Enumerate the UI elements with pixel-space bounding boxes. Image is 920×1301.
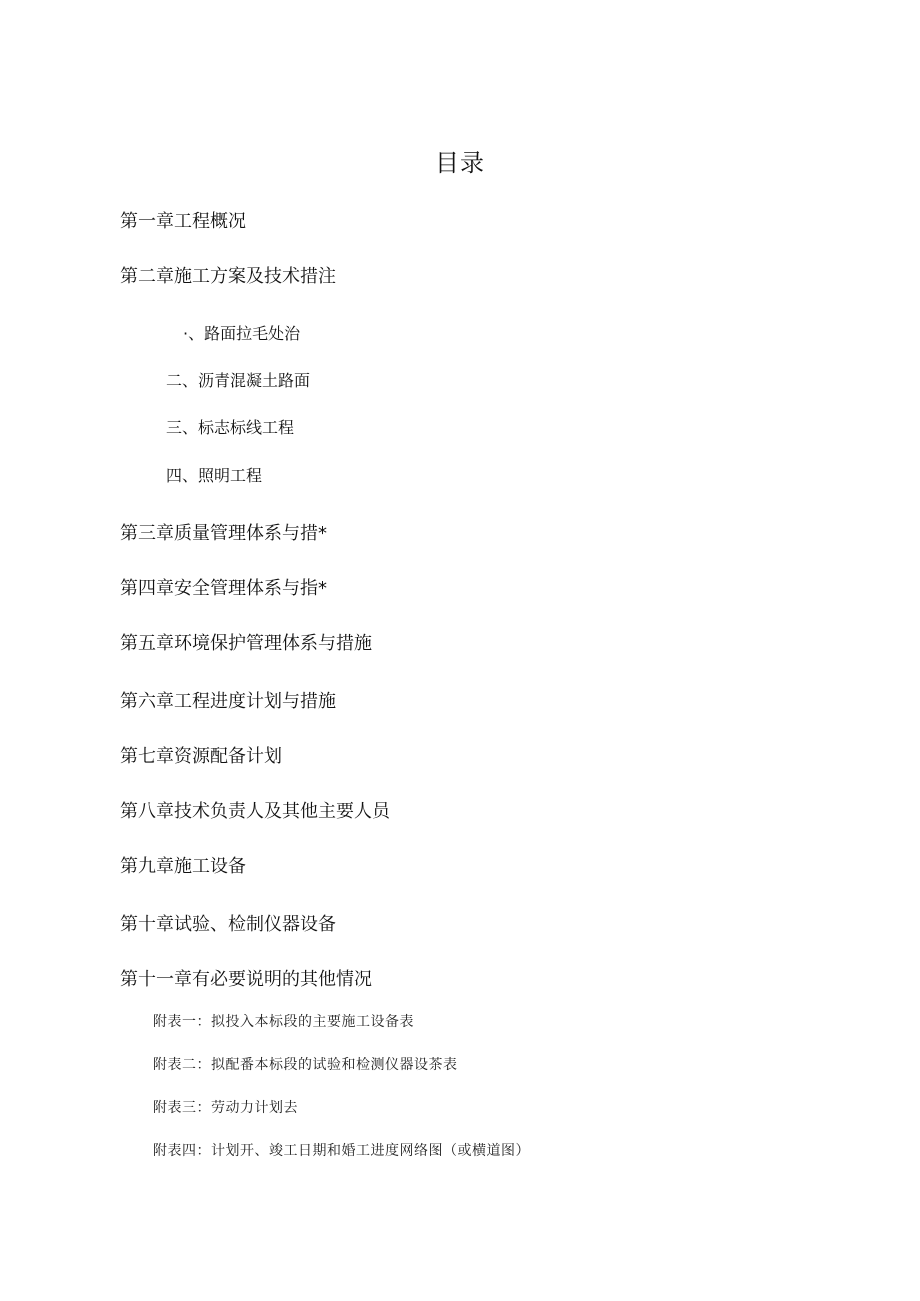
toc-chapter-4[interactable]: 第四章安全管理体系与指* [120,578,327,599]
toc-chapter-7[interactable]: 第七章资源配备计划 [120,746,282,767]
toc-chapter-3[interactable]: 第三章质量管理体系与措* [120,523,327,544]
toc-chapter-11[interactable]: 第十一章有必要说明的其他情况 [120,969,372,990]
toc-section-1[interactable]: ·、路面拉毛处治 [183,324,301,343]
toc-chapter-6[interactable]: 第六章工程进度计划与措施 [120,691,336,712]
toc-title: 目录 [435,149,485,177]
toc-section-4[interactable]: 四、照明工程 [166,466,263,485]
toc-chapter-8[interactable]: 第八章技术负责人及其他主要人员 [120,801,390,822]
toc-chapter-5[interactable]: 第五章环境保护管理体系与措施 [120,633,372,654]
toc-chapter-9[interactable]: 第九章施工设备 [120,856,246,877]
toc-appendix-3[interactable]: 附表三：劳动力计划去 [153,1100,298,1116]
toc-chapter-10[interactable]: 第十章试验、检制仪器设备 [120,914,336,935]
toc-section-2[interactable]: 二、沥青混凝土路面 [166,371,311,390]
toc-chapter-2[interactable]: 第二章施工方案及技术措注 [120,266,336,287]
toc-appendix-4[interactable]: 附表四：计划开、竣工日期和婚工进度网络图（或横道图） [153,1143,530,1159]
toc-appendix-2[interactable]: 附表二：拟配番本标段的试验和检测仪器设茶表 [153,1057,458,1073]
toc-chapter-1[interactable]: 第一章工程概况 [120,211,246,232]
toc-section-3[interactable]: 三、标志标线工程 [166,418,295,437]
toc-appendix-1[interactable]: 附表一：拟投入本标段的主要施工设备表 [153,1014,414,1030]
